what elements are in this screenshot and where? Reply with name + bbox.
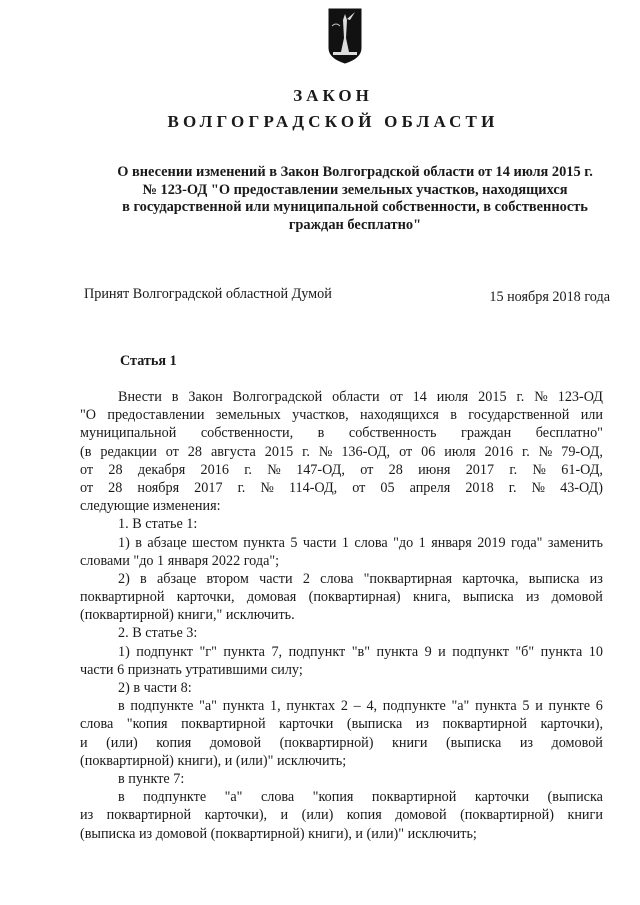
word: (или) <box>301 807 334 824</box>
body-line-words <box>118 643 603 661</box>
article-body <box>80 388 603 843</box>
word: из <box>415 716 429 733</box>
word: поквартирной <box>371 789 457 806</box>
word: г. <box>244 461 252 478</box>
word: "копия <box>126 716 168 733</box>
document-heading <box>95 164 615 234</box>
word: "а" <box>451 698 470 715</box>
word: 28 <box>388 461 403 478</box>
word: № <box>538 443 553 460</box>
body-line: части 6 признать утратившими силу; <box>80 661 303 678</box>
word: карточка, <box>462 570 519 587</box>
word: 9 <box>424 643 432 660</box>
body-line-words <box>118 534 603 552</box>
word: от <box>360 461 374 478</box>
word: (в <box>80 443 92 460</box>
body-line <box>80 788 603 806</box>
word: "а" <box>224 789 243 806</box>
region-title: ВОЛГОГРАДСКОЙ ОБЛАСТИ <box>167 112 499 131</box>
word: 2 <box>302 570 310 587</box>
word: "б" <box>515 643 535 660</box>
word: 1) <box>118 534 130 551</box>
word: карточки, <box>176 589 235 606</box>
word: 123-ОД <box>557 389 603 405</box>
word: (выписка <box>445 734 502 751</box>
word: 2019 <box>477 534 506 551</box>
word: из <box>589 570 603 587</box>
word: предоставлении <box>107 407 205 424</box>
body-line <box>80 406 603 424</box>
word: (выписка <box>346 716 403 733</box>
word: от <box>399 443 413 460</box>
body-line-words <box>118 570 603 588</box>
word: 2015 <box>478 389 507 405</box>
word: слова <box>354 534 388 551</box>
word: домовая <box>246 589 297 606</box>
body-line <box>80 461 603 479</box>
body-line-words <box>80 715 603 733</box>
body-line: (поквартирной) книги), и (или)" исключить; <box>80 752 347 769</box>
word: 1, <box>270 698 281 715</box>
word: от <box>352 479 366 496</box>
body-line-words <box>118 788 603 806</box>
body-line <box>80 806 603 824</box>
word: г. <box>508 479 517 496</box>
adopted-date: 15 ноября 2018 года <box>489 289 610 305</box>
word: № <box>534 389 548 405</box>
word: 4, <box>366 698 378 715</box>
word: книга, <box>412 589 451 606</box>
word: (поквартирной) <box>460 807 554 824</box>
word: муниципальной <box>80 425 177 442</box>
word: шестом <box>192 534 238 551</box>
word: 2016 <box>200 461 229 478</box>
body-line-words <box>80 461 603 479</box>
body-line <box>80 479 603 497</box>
heading-line: в государственной или муниципальной собственности, в собственность <box>122 199 588 215</box>
word: граждан <box>461 425 512 442</box>
word: собственность <box>348 425 437 442</box>
word: г. <box>516 389 525 405</box>
word: "в" <box>351 643 371 660</box>
word: поквартирной <box>106 807 192 824</box>
word: – <box>353 698 361 715</box>
body-line <box>80 715 603 733</box>
word: января <box>431 534 472 551</box>
heading-line: О внесении изменений в Закон Волгоградской области от 14 июля 2015 г. <box>117 164 593 180</box>
word: земельных <box>215 407 281 424</box>
body-line <box>80 734 603 752</box>
word: года" <box>511 534 543 551</box>
word: в <box>450 407 457 424</box>
word: пункта <box>243 534 285 551</box>
word: 28 <box>108 461 123 478</box>
word: находящихся <box>359 407 439 424</box>
word: поквартирной <box>181 716 266 733</box>
word: и <box>80 734 88 751</box>
word: подпункт <box>136 643 193 660</box>
word: абзаце <box>147 534 187 551</box>
word: июля <box>436 389 469 405</box>
body-line <box>80 570 603 588</box>
word: в <box>171 389 179 405</box>
word: из <box>519 734 534 751</box>
word: книги <box>567 807 603 824</box>
word: пунктах <box>286 698 336 715</box>
body-line-words <box>118 697 603 715</box>
word: 14 <box>412 389 427 405</box>
word: или <box>580 407 603 424</box>
body-line: в пункте 7: <box>118 770 185 787</box>
word: 10 <box>588 643 603 660</box>
word: Волгоградской <box>232 389 323 405</box>
word: от <box>389 389 403 405</box>
word: абзаце <box>156 570 197 587</box>
word: 06 <box>421 443 436 460</box>
word: и <box>535 698 543 715</box>
body-line-words <box>118 388 603 406</box>
word: 2015 <box>264 443 294 460</box>
word: 61-ОД, <box>561 461 603 478</box>
word: домовой <box>551 589 603 606</box>
word: 2 <box>340 698 348 715</box>
word: пункта <box>475 698 517 715</box>
body-line: 2. В статье 3: <box>118 625 198 642</box>
word: копия <box>346 807 382 824</box>
word: г. <box>302 443 310 460</box>
word: 43-ОД) <box>560 479 603 496</box>
word: № <box>531 479 546 496</box>
word: карточки), <box>540 716 603 733</box>
word: государственной <box>468 407 570 424</box>
word: июня <box>418 461 451 478</box>
word: 7, <box>271 643 283 660</box>
adopted-by-text: Принят Волгоградской областной Думой <box>84 286 332 302</box>
word: от <box>80 479 94 496</box>
word: Внести <box>118 389 162 405</box>
word: 28 <box>187 443 202 460</box>
word: из <box>80 807 94 824</box>
word: собственности, <box>200 425 294 442</box>
coat-of-arms-icon <box>328 8 362 64</box>
body-line <box>80 697 603 715</box>
word: "поквартирная <box>363 570 453 587</box>
word: домовой <box>209 734 262 751</box>
word: 2) <box>118 570 130 587</box>
word: подпункт <box>452 643 509 660</box>
word: "О <box>80 407 97 424</box>
word: пункта <box>223 643 265 660</box>
word: "до <box>393 534 414 551</box>
word: г. <box>509 461 518 478</box>
word: 1 <box>341 534 349 551</box>
word: 114-ОД, <box>288 479 338 496</box>
word: слова <box>260 789 295 806</box>
word: части <box>259 570 293 587</box>
law-title: ЗАКОН <box>293 86 373 105</box>
word: области <box>332 389 380 405</box>
body-line <box>80 534 603 552</box>
word: № <box>532 461 546 478</box>
word: в <box>140 570 147 587</box>
word: ноября <box>137 479 180 496</box>
word: части <box>302 534 337 551</box>
word: 28 <box>108 479 123 496</box>
body-line-words <box>80 734 603 752</box>
word: поквартирной <box>442 716 527 733</box>
body-line-words <box>80 588 603 606</box>
body-line: 2) в части 8: <box>118 680 192 696</box>
word: в <box>135 534 142 551</box>
body-line: (поквартирной) книги," исключить. <box>80 607 295 624</box>
word: копия <box>156 734 192 751</box>
body-line: следующие изменения: <box>80 498 221 515</box>
word: 1) <box>118 643 130 660</box>
word: пункта <box>376 643 419 660</box>
word: Закон <box>188 389 223 405</box>
word: пункта <box>540 643 583 660</box>
body-line: словами "до 1 января 2022 года"; <box>80 552 280 569</box>
word: от <box>80 461 94 478</box>
word: 2017 <box>465 461 495 478</box>
word: 147-ОД, <box>296 461 345 478</box>
word: г. <box>522 443 530 460</box>
word: участков, <box>292 407 349 424</box>
word: и <box>280 807 289 824</box>
word: г. <box>237 479 246 496</box>
body-line-words <box>80 806 603 824</box>
word: 79-ОД, <box>561 443 603 460</box>
word: подпункте <box>130 698 194 715</box>
word: карточки <box>474 789 530 806</box>
word: поквартирной <box>80 589 165 606</box>
word: 2017 <box>194 479 223 496</box>
word: (выписка <box>547 789 603 806</box>
word: из <box>526 589 540 606</box>
word: выписка <box>463 589 514 606</box>
word: 2016 <box>484 443 514 460</box>
word: 1 <box>418 534 426 551</box>
word: "г" <box>199 643 217 660</box>
body-line-words <box>80 424 603 442</box>
word: 5 <box>522 698 530 715</box>
word: домовой <box>395 807 447 824</box>
word: № <box>267 461 281 478</box>
word: № <box>260 479 274 496</box>
word: и <box>438 643 446 660</box>
word: домовой <box>551 734 603 751</box>
word: декабря <box>137 461 186 478</box>
word: "копия <box>312 789 354 806</box>
word: слова <box>320 570 354 587</box>
word: от <box>165 443 179 460</box>
word: в <box>118 789 125 806</box>
word: подпункт <box>288 643 346 660</box>
body-line-words <box>80 443 603 461</box>
word: в <box>118 698 125 715</box>
word: заменить <box>547 534 603 551</box>
word: карточки <box>279 716 334 733</box>
word: подпункте <box>143 789 207 806</box>
body-line <box>80 443 603 461</box>
body-line: 1. В статье 1: <box>118 516 198 533</box>
word: слова <box>80 716 114 733</box>
word: выписка <box>528 570 580 587</box>
word: "а" <box>199 698 217 715</box>
body-line <box>80 424 603 442</box>
word: пункта <box>222 698 265 715</box>
body-line: (выписка из домовой (поквартирной) книги), и (или)" исключить; <box>80 825 477 842</box>
word: книги <box>391 734 428 751</box>
word: апреля <box>409 479 451 496</box>
body-line-words <box>80 479 603 497</box>
word: подпункте <box>382 698 446 715</box>
word: (поквартирная) <box>308 589 401 606</box>
body-line <box>80 588 603 606</box>
word: июля <box>444 443 476 460</box>
word: 05 <box>380 479 395 496</box>
article-title: Статья 1 <box>120 353 177 369</box>
body-line <box>80 643 603 661</box>
word: карточки), <box>204 807 268 824</box>
heading-line: граждан бесплатно" <box>288 216 422 233</box>
body-line <box>80 388 603 406</box>
word: 136-ОД, <box>341 443 391 460</box>
word: августа <box>210 443 256 460</box>
word: редакции <box>100 443 157 460</box>
word: втором <box>206 570 249 587</box>
body-line-words <box>80 406 603 424</box>
word: № <box>318 443 333 460</box>
word: 5 <box>290 534 298 551</box>
word: (поквартирной) <box>279 734 374 751</box>
word: (или) <box>106 734 138 751</box>
word: пункте <box>548 698 590 715</box>
word: 6 <box>595 698 603 715</box>
word: в <box>317 425 325 442</box>
word: бесплатно" <box>535 425 603 442</box>
heading-line: № 123-ОД "О предоставлении земельных участков, находящихся <box>142 181 568 198</box>
word: 2018 <box>465 479 494 496</box>
